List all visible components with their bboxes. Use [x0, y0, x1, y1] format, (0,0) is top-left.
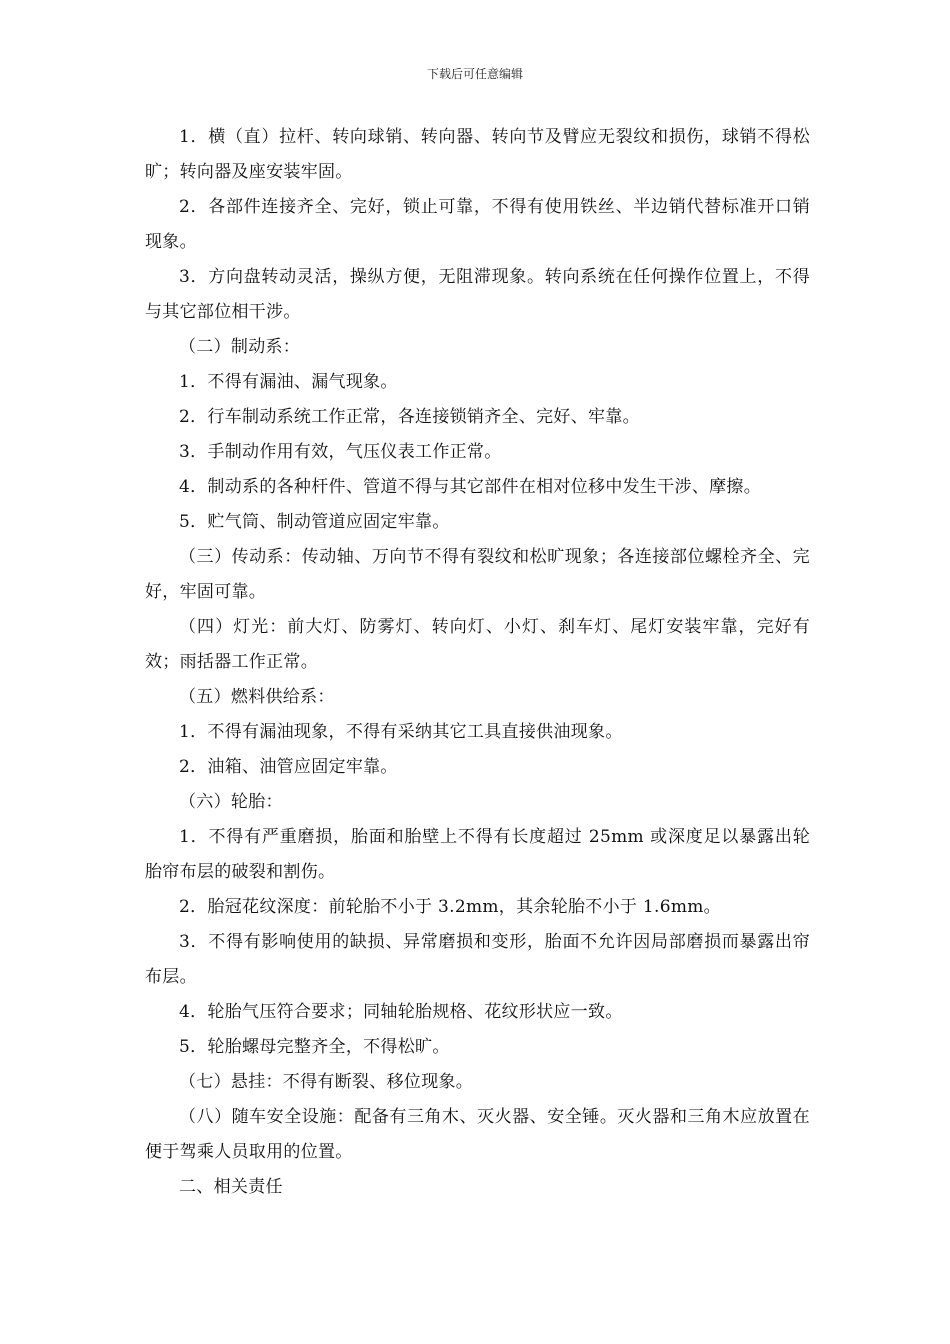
paragraph-tires-5: 5．轮胎螺母完整齐全，不得松旷。	[179, 1037, 450, 1057]
paragraph-steering-2: 2．各部件连接齐全、完好，锁止可靠，不得有使用铁丝、半边销代替标准开口销现象。	[145, 197, 810, 252]
paragraph-steering-1: 1．横（直）拉杆、转向球销、转向器、转向节及臂应无裂纹和损伤，球销不得松旷；转向器及座安装牢固。	[145, 127, 810, 182]
paragraph-tires-2: 2．胎冠花纹深度：前轮胎不小于 3.2mm，其余轮胎不小于 1.6mm。	[179, 897, 721, 917]
paragraph-brake-4: 4．制动系的各种杆件、管道不得与其它部件在相对位移中发生干涉、摩擦。	[179, 477, 762, 497]
paragraph-tires-4: 4．轮胎气压符合要求；同轴轮胎规格、花纹形状应一致。	[179, 1002, 623, 1022]
section-heading-responsibility: 二、相关责任	[179, 1177, 283, 1197]
section-heading-brake: （二）制动系：	[179, 337, 301, 357]
paragraph-tires-3: 3．不得有影响使用的缺损、异常磨损和变形，胎面不允许因局部磨损而暴露出帘布层。	[145, 932, 810, 987]
section-heading-fuel: （五）燃料供给系：	[179, 687, 335, 707]
section-suspension: （七）悬挂：不得有断裂、移位现象。	[179, 1072, 474, 1092]
paragraph-brake-2: 2．行车制动系统工作正常，各连接锁销齐全、完好、牢靠。	[179, 407, 640, 427]
paragraph-steering-3: 3．方向盘转动灵活，操纵方便，无阻滞现象。转向系统在任何操作位置上，不得与其它部位相干涉。	[145, 267, 810, 322]
section-heading-tires: （六）轮胎：	[179, 792, 283, 812]
paragraph-brake-1: 1．不得有漏油、漏气现象。	[179, 372, 398, 392]
section-transmission: （三）传动系：传动轴、万向节不得有裂纹和松旷现象；各连接部位螺栓齐全、完好，牢固可靠。	[145, 547, 810, 602]
paragraph-tires-1: 1．不得有严重磨损，胎面和胎壁上不得有长度超过 25mm 或深度足以暴露出轮胎帘布层的破裂和割伤。	[145, 827, 810, 882]
document-body	[145, 120, 810, 1205]
section-lights: （四）灯光：前大灯、防雾灯、转向灯、小灯、刹车灯、尾灯安装牢靠，完好有效；雨括器工作正常。	[145, 617, 810, 672]
paragraph-brake-3: 3．手制动作用有效，气压仪表工作正常。	[179, 442, 502, 462]
section-safety-equipment: （八）随车安全设施：配备有三角木、灭火器、安全锤。灭火器和三角木应放置在便于驾乘人员取用的位置。	[145, 1107, 810, 1162]
paragraph-fuel-1: 1．不得有漏油现象，不得有采纳其它工具直接供油现象。	[179, 722, 623, 742]
paragraph-fuel-2: 2．油箱、油管应固定牢靠。	[179, 757, 398, 777]
paragraph-brake-5: 5．贮气筒、制动管道应固定牢靠。	[179, 512, 450, 532]
page-header: 下载后可任意编辑	[426, 67, 523, 81]
